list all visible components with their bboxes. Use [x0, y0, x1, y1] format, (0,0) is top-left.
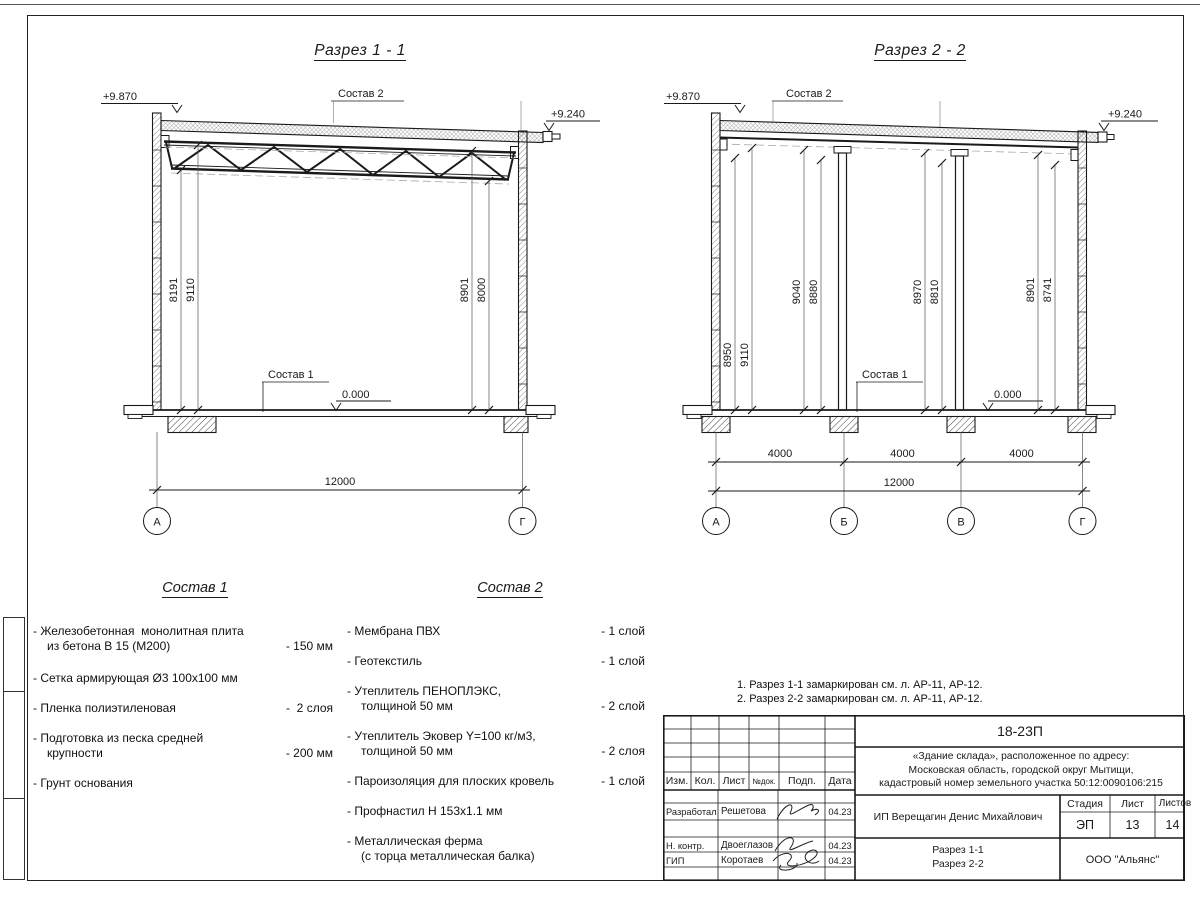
section2-column-b [834, 147, 851, 411]
titleblock-name: Двоеглазов [721, 840, 774, 851]
titleblock-name: Решетова [721, 806, 766, 817]
svg-text:12000: 12000 [324, 476, 356, 488]
section1-floor [124, 406, 555, 433]
svg-text:8901: 8901 [459, 277, 471, 303]
titleblock-header-list: Лист [722, 775, 746, 787]
titleblock-role: ГИП [666, 855, 685, 866]
list-item: - Металлическая ферма [347, 834, 483, 848]
left-margin-divider [4, 691, 24, 692]
svg-text:8191: 8191 [168, 277, 180, 303]
section2-elev-right [1099, 109, 1158, 131]
list-item: толщиной 50 мм [361, 699, 453, 713]
titleblock-doc-number: 18-23П [997, 723, 1043, 739]
section1-axis-right [509, 508, 536, 535]
titleblock-sheets-label: Листов [1158, 798, 1192, 809]
svg-text:8880: 8880 [808, 279, 820, 305]
svg-text:А: А [153, 516, 161, 529]
titleblock-header-kol: Кол. [694, 775, 716, 787]
section1-zero-level [331, 389, 391, 411]
list-item: - Грунт основания [33, 776, 133, 790]
section2-roof-slab [720, 121, 1114, 161]
project-line: Московская область, городской округ Мытищи, [908, 764, 1134, 776]
list-item: из бетона В 15 (М200) [47, 639, 171, 653]
section2-axis-g [1069, 508, 1096, 535]
list-item: - Пароизоляция для плоских кровель [347, 774, 555, 788]
section2-dims-axis-g [1025, 151, 1059, 414]
section2-dim-total [708, 477, 1090, 495]
list-item-value: - 200 мм [285, 746, 333, 760]
section2-title: Разрез 2 - 2 [874, 42, 966, 59]
section1-dim-left [168, 141, 202, 414]
note-line: 2. Разрез 2-2 замаркирован см. л. АР-11, АР-12. [737, 692, 983, 705]
section1-left-wall [153, 113, 162, 410]
svg-text:Состав 2: Состав 2 [338, 88, 384, 100]
titleblock-drawing-title [858, 843, 1058, 871]
list-item-value: - 2 слой [601, 699, 645, 713]
list-item: - Сетка армирующая Ø3 100х100 мм [33, 671, 238, 685]
section2-dims-axis-b [791, 146, 825, 414]
titleblock-stage-label: Стадия [1067, 797, 1103, 810]
svg-text:Состав 2: Состав 2 [786, 88, 832, 100]
svg-text:9110: 9110 [185, 278, 197, 302]
svg-text:8950: 8950 [722, 342, 734, 368]
list-item-value: - 2 слоя [601, 744, 645, 758]
titleblock-name: Коротаев [721, 855, 764, 866]
list-item: - Пленка полиэтиленовая [33, 701, 176, 715]
svg-text:4000: 4000 [1009, 448, 1034, 460]
list-item-value: - 2 слоя [286, 701, 333, 715]
section1-elev-left [101, 91, 182, 113]
list-item-value: - 150 мм [285, 639, 333, 653]
titleblock-role: Н. контр. [666, 840, 705, 851]
section2-roof-label [772, 88, 940, 127]
titleblock-header-podp: Подп. [788, 775, 816, 787]
section2-dims-axis-a [722, 144, 756, 414]
list-item-value: - 1 слой [601, 624, 645, 638]
titleblock-header-izm: Изм. [665, 775, 689, 787]
section2-axis-b [831, 508, 858, 535]
svg-text:Состав 1: Состав 1 [268, 369, 314, 381]
svg-text:8970: 8970 [912, 279, 924, 305]
svg-text:9110: 9110 [739, 343, 751, 367]
section1-drawing [90, 70, 630, 550]
list-item-value: - 1 слой [601, 774, 645, 788]
drawing-title-line: Разрез 2-2 [932, 858, 984, 870]
left-margin-strip [3, 617, 25, 880]
list-item: (с торца металлическая балка) [361, 849, 535, 863]
section1-axis-left [144, 508, 171, 535]
svg-text:+9.870: +9.870 [103, 91, 137, 103]
titleblock-stage-value: ЭП [1076, 818, 1094, 832]
list-item: - Утеплитель Эковер Y=100 кг/м3, [347, 729, 536, 743]
section2-floor-label [856, 369, 923, 412]
section1-truss [161, 136, 519, 185]
section1-dim-right [459, 147, 493, 414]
titleblock-date: 04.23 [828, 855, 852, 866]
svg-text:+9.240: +9.240 [1108, 108, 1142, 121]
svg-text:0.000: 0.000 [342, 389, 370, 401]
left-margin-divider [4, 798, 24, 799]
note-line: 1. Разрез 1-1 замаркирован см. л. АР-11, АР-12. [737, 679, 983, 691]
section2-column-v [951, 150, 968, 411]
project-line: кадастровый номер земельного участка 50:12:0090106:215 [879, 778, 1163, 789]
section2-floor [683, 406, 1115, 433]
svg-text:Состав 1: Состав 1 [862, 369, 908, 381]
titleblock-header-data: Дата [828, 775, 852, 787]
list-item: - Утеплитель ПЕНОПЛЭКС, [347, 684, 502, 698]
sheet-top-edge [0, 4, 1200, 5]
list-item: - Профнастил Н 153х1.1 мм [347, 804, 503, 818]
list-item: - Геотекстиль [347, 654, 422, 668]
titleblock-client: ИП Верещагин Денис Михайлович [873, 810, 1043, 823]
svg-text:Б: Б [840, 516, 848, 529]
section2-drawing [650, 70, 1190, 550]
section2-axis-v [948, 508, 975, 535]
titleblock-company: ООО "Альянс" [1085, 853, 1160, 866]
section2-left-wall [712, 113, 721, 410]
svg-text:А: А [712, 516, 720, 529]
titleblock-sheet-value: 13 [1125, 818, 1140, 832]
svg-text:8810: 8810 [929, 279, 941, 305]
svg-text:Г: Г [519, 516, 526, 529]
section2-right-wall [1078, 131, 1087, 410]
svg-text:Г: Г [1079, 516, 1086, 529]
titleblock-date: 04.23 [828, 806, 852, 817]
signature-2 [773, 838, 819, 870]
composition1-title: Состав 1 [162, 580, 228, 596]
titleblock-project [860, 750, 1182, 791]
section1-elev-right [544, 109, 600, 131]
svg-text:4000: 4000 [890, 448, 915, 460]
svg-text:12000: 12000 [883, 477, 915, 489]
project-line: «Здание склада», расположенное по адресу: [912, 751, 1130, 762]
svg-text:8000: 8000 [476, 277, 488, 303]
svg-text:8741: 8741 [1042, 277, 1054, 303]
section1-title: Разрез 1 - 1 [314, 42, 406, 59]
section2-dim-spans [708, 432, 1090, 507]
list-item: - Мембрана ПВХ [347, 624, 441, 638]
titleblock-sheet-label: Лист [1121, 797, 1144, 810]
section1-roof-label [331, 88, 521, 131]
titleblock-date: 04.23 [828, 840, 852, 851]
drawing-title-line: Разрез 1-1 [932, 844, 984, 856]
section1-dim-total [149, 432, 530, 507]
svg-text:+9.870: +9.870 [666, 91, 700, 103]
notes [737, 679, 983, 706]
list-item: толщиной 50 мм [361, 744, 453, 758]
svg-text:+9.240: +9.240 [551, 108, 585, 121]
titleblock-role: Разработал [666, 806, 717, 817]
list-item-value: - 1 слой [601, 654, 645, 668]
list-item: крупности [47, 746, 103, 760]
svg-text:9040: 9040 [791, 279, 803, 305]
composition2-title: Состав 2 [477, 580, 543, 596]
list-item: - Подготовка из песка средней [33, 731, 204, 745]
svg-text:В: В [957, 516, 965, 529]
svg-text:4000: 4000 [767, 448, 793, 460]
section1-floor-label [262, 369, 329, 412]
section1-right-wall [519, 131, 528, 410]
list-item: - Железобетонная монолитная плита [33, 624, 244, 638]
svg-text:0.000: 0.000 [994, 389, 1022, 401]
titleblock-header-ndok: №док. [752, 776, 776, 786]
signature-1 [777, 804, 818, 819]
section2-elev-left [664, 91, 745, 113]
section1-roof-slab [161, 121, 560, 143]
section2-zero-level [983, 389, 1043, 411]
titleblock-sheets-value: 14 [1165, 818, 1180, 832]
svg-text:8901: 8901 [1025, 277, 1037, 303]
section2-axis-a [703, 508, 730, 535]
section2-dims-axis-v [912, 149, 946, 414]
